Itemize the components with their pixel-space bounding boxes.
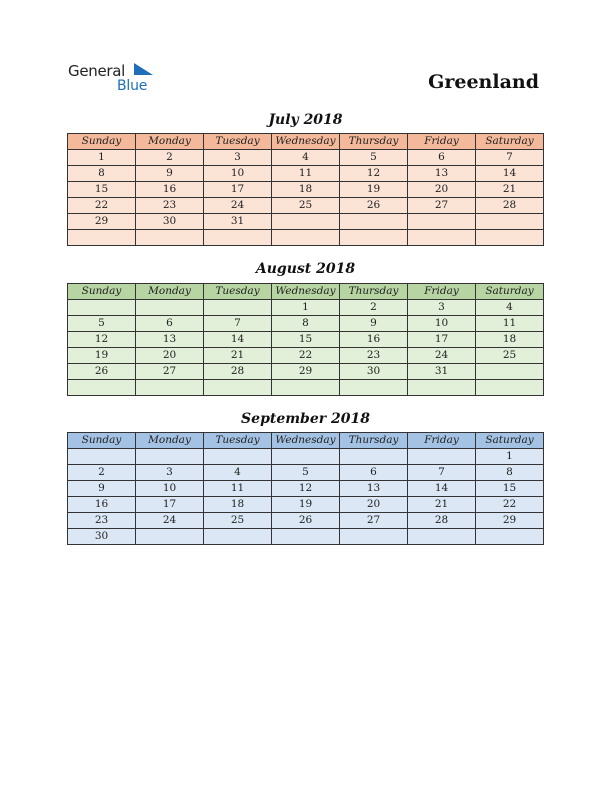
day-cell: 16 [68, 497, 136, 513]
day-cell [272, 449, 340, 465]
day-cell: 31 [408, 364, 476, 380]
day-cell [408, 230, 476, 246]
weekday-header-tuesday: Tuesday [204, 134, 272, 150]
weekday-header-saturday: Saturday [476, 433, 544, 449]
day-cell: 7 [204, 316, 272, 332]
week-row [68, 182, 544, 198]
calendar-september [67, 432, 544, 545]
day-cell: 25 [272, 198, 340, 214]
logo-word-blue: Blue [117, 78, 148, 94]
day-cell: 7 [476, 150, 544, 166]
day-cell: 25 [204, 513, 272, 529]
day-cell: 4 [204, 465, 272, 481]
day-cell: 18 [272, 182, 340, 198]
day-cell: 21 [204, 348, 272, 364]
day-cell: 10 [204, 166, 272, 182]
day-cell [204, 380, 272, 396]
day-cell: 2 [136, 150, 204, 166]
day-cell: 27 [340, 513, 408, 529]
day-cell: 18 [476, 332, 544, 348]
weekday-header-friday: Friday [408, 284, 476, 300]
day-cell: 9 [68, 481, 136, 497]
day-cell: 25 [476, 348, 544, 364]
day-cell: 29 [68, 214, 136, 230]
month-title-july: July 2018 [268, 112, 343, 128]
day-cell: 8 [476, 465, 544, 481]
day-cell [272, 529, 340, 545]
week-row [68, 300, 544, 316]
day-cell: 1 [476, 449, 544, 465]
day-cell: 23 [136, 198, 204, 214]
day-cell [204, 529, 272, 545]
weekday-header-saturday: Saturday [476, 134, 544, 150]
day-cell: 10 [136, 481, 204, 497]
weekday-header-tuesday: Tuesday [204, 284, 272, 300]
weekday-header-wednesday: Wednesday [272, 433, 340, 449]
calendar-body [68, 150, 544, 246]
weekday-header-saturday: Saturday [476, 284, 544, 300]
logo-triangle-icon [134, 63, 153, 75]
weekday-header-monday: Monday [136, 284, 204, 300]
day-cell: 19 [340, 182, 408, 198]
weekday-header-friday: Friday [408, 433, 476, 449]
day-cell: 7 [408, 465, 476, 481]
day-cell: 26 [68, 364, 136, 380]
day-cell [476, 214, 544, 230]
day-cell: 16 [136, 182, 204, 198]
day-cell: 1 [68, 150, 136, 166]
day-cell: 6 [408, 150, 476, 166]
day-cell [340, 449, 408, 465]
day-cell [68, 380, 136, 396]
day-cell [476, 380, 544, 396]
day-cell: 27 [408, 198, 476, 214]
day-cell [272, 380, 340, 396]
day-cell: 22 [68, 198, 136, 214]
day-cell [340, 529, 408, 545]
weekday-header-thursday: Thursday [340, 284, 408, 300]
weekday-header-tuesday: Tuesday [204, 433, 272, 449]
day-cell: 28 [408, 513, 476, 529]
weekday-header-row [68, 284, 544, 300]
day-cell: 30 [340, 364, 408, 380]
day-cell: 20 [408, 182, 476, 198]
day-cell: 11 [272, 166, 340, 182]
weekday-header-thursday: Thursday [340, 433, 408, 449]
day-cell: 5 [68, 316, 136, 332]
day-cell: 6 [340, 465, 408, 481]
day-cell: 31 [204, 214, 272, 230]
day-cell [68, 449, 136, 465]
day-cell: 24 [136, 513, 204, 529]
day-cell [408, 214, 476, 230]
day-cell: 12 [340, 166, 408, 182]
day-cell: 12 [272, 481, 340, 497]
day-cell: 11 [204, 481, 272, 497]
week-row [68, 230, 544, 246]
day-cell [68, 230, 136, 246]
day-cell: 15 [272, 332, 340, 348]
day-cell: 26 [340, 198, 408, 214]
weekday-header-wednesday: Wednesday [272, 284, 340, 300]
day-cell: 8 [272, 316, 340, 332]
day-cell: 1 [272, 300, 340, 316]
day-cell: 14 [204, 332, 272, 348]
day-cell: 19 [68, 348, 136, 364]
day-cell: 3 [204, 150, 272, 166]
day-cell: 10 [408, 316, 476, 332]
week-row [68, 497, 544, 513]
calendar-august [67, 283, 544, 396]
day-cell: 30 [136, 214, 204, 230]
day-cell [272, 214, 340, 230]
day-cell [136, 380, 204, 396]
day-cell: 17 [408, 332, 476, 348]
day-cell [204, 300, 272, 316]
weekday-header-sunday: Sunday [68, 433, 136, 449]
day-cell: 17 [204, 182, 272, 198]
weekday-header-wednesday: Wednesday [272, 134, 340, 150]
day-cell [476, 529, 544, 545]
day-cell: 27 [136, 364, 204, 380]
day-cell: 22 [272, 348, 340, 364]
week-row [68, 348, 544, 364]
day-cell: 26 [272, 513, 340, 529]
day-cell [408, 529, 476, 545]
day-cell: 11 [476, 316, 544, 332]
day-cell [340, 380, 408, 396]
day-cell: 18 [204, 497, 272, 513]
week-row [68, 481, 544, 497]
week-row [68, 380, 544, 396]
day-cell [204, 230, 272, 246]
day-cell: 3 [408, 300, 476, 316]
day-cell: 9 [340, 316, 408, 332]
day-cell: 5 [272, 465, 340, 481]
day-cell: 19 [272, 497, 340, 513]
day-cell: 13 [136, 332, 204, 348]
day-cell: 2 [68, 465, 136, 481]
day-cell: 15 [476, 481, 544, 497]
calendar-body [68, 449, 544, 545]
weekday-header-sunday: Sunday [68, 284, 136, 300]
day-cell: 9 [136, 166, 204, 182]
weekday-header-monday: Monday [136, 433, 204, 449]
week-row [68, 198, 544, 214]
day-cell: 15 [68, 182, 136, 198]
day-cell [408, 449, 476, 465]
day-cell: 4 [476, 300, 544, 316]
day-cell: 14 [408, 481, 476, 497]
weekday-header-friday: Friday [408, 134, 476, 150]
weekday-header-row [68, 433, 544, 449]
day-cell [68, 300, 136, 316]
day-cell: 29 [272, 364, 340, 380]
week-row [68, 513, 544, 529]
day-cell: 5 [340, 150, 408, 166]
logo [68, 60, 168, 96]
day-cell [476, 364, 544, 380]
month-title-september: September 2018 [241, 411, 370, 427]
day-cell [340, 214, 408, 230]
day-cell: 13 [408, 166, 476, 182]
day-cell: 23 [340, 348, 408, 364]
day-cell [136, 449, 204, 465]
calendar-body [68, 300, 544, 396]
week-row [68, 166, 544, 182]
day-cell: 17 [136, 497, 204, 513]
day-cell: 20 [136, 348, 204, 364]
week-row [68, 449, 544, 465]
day-cell: 20 [340, 497, 408, 513]
day-cell: 12 [68, 332, 136, 348]
day-cell: 3 [136, 465, 204, 481]
day-cell: 13 [340, 481, 408, 497]
weekday-header-row [68, 134, 544, 150]
day-cell: 8 [68, 166, 136, 182]
week-row [68, 316, 544, 332]
weekday-header-monday: Monday [136, 134, 204, 150]
weekday-header-thursday: Thursday [340, 134, 408, 150]
day-cell: 23 [68, 513, 136, 529]
week-row [68, 364, 544, 380]
day-cell: 24 [408, 348, 476, 364]
week-row [68, 529, 544, 545]
day-cell: 16 [340, 332, 408, 348]
day-cell [136, 230, 204, 246]
day-cell [408, 380, 476, 396]
day-cell: 24 [204, 198, 272, 214]
day-cell [136, 300, 204, 316]
day-cell: 28 [476, 198, 544, 214]
week-row [68, 150, 544, 166]
day-cell: 6 [136, 316, 204, 332]
day-cell: 4 [272, 150, 340, 166]
week-row [68, 465, 544, 481]
day-cell [476, 230, 544, 246]
day-cell [136, 529, 204, 545]
day-cell: 29 [476, 513, 544, 529]
week-row [68, 214, 544, 230]
month-title-august: August 2018 [255, 261, 356, 277]
week-row [68, 332, 544, 348]
day-cell: 2 [340, 300, 408, 316]
calendar-july [67, 133, 544, 246]
day-cell: 14 [476, 166, 544, 182]
day-cell [204, 449, 272, 465]
logo-word-general: General [68, 62, 126, 80]
day-cell: 22 [476, 497, 544, 513]
country-title: Greenland [428, 71, 539, 93]
day-cell [272, 230, 340, 246]
weekday-header-sunday: Sunday [68, 134, 136, 150]
day-cell: 30 [68, 529, 136, 545]
day-cell: 21 [408, 497, 476, 513]
day-cell: 28 [204, 364, 272, 380]
day-cell: 21 [476, 182, 544, 198]
day-cell [340, 230, 408, 246]
